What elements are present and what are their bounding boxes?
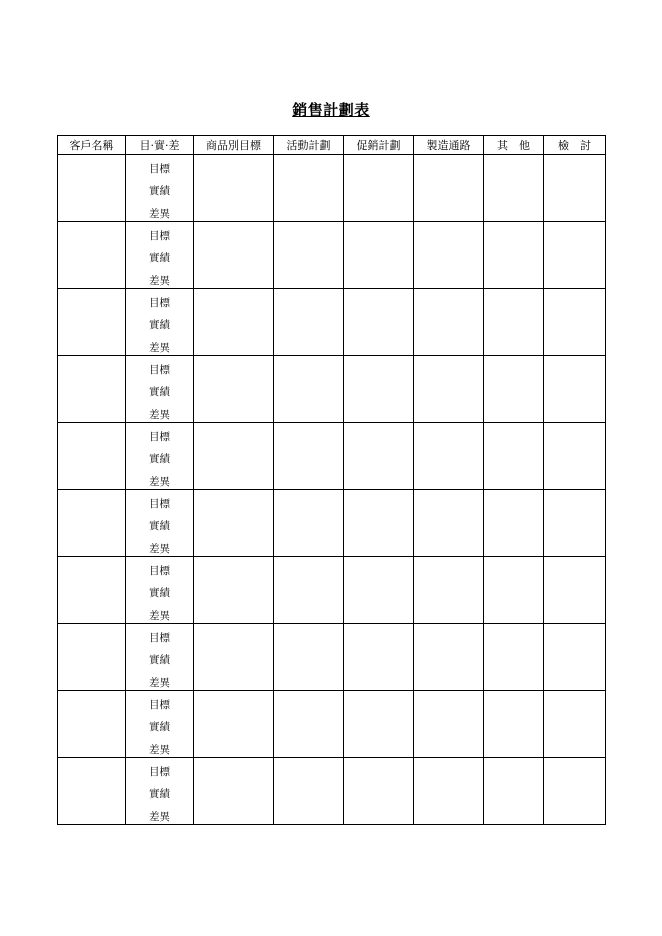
- metric-cell: [126, 490, 194, 557]
- table-row: [58, 423, 606, 490]
- other-cell[interactable]: [484, 289, 544, 356]
- page-title: 銷售計劃表: [292, 101, 370, 119]
- product-target-cell[interactable]: [194, 222, 274, 289]
- metric-cell: [126, 155, 194, 222]
- activity-plan-cell[interactable]: [274, 222, 344, 289]
- promotion-plan-cell[interactable]: [344, 356, 414, 423]
- col-header-review: 檢 討: [544, 136, 606, 155]
- review-cell[interactable]: [544, 557, 606, 624]
- col-header-product-target: 商品別目標: [194, 136, 274, 155]
- product-target-cell[interactable]: [194, 490, 274, 557]
- metric-cell: [126, 222, 194, 289]
- channel-cell[interactable]: [414, 624, 484, 691]
- col-header-other: 其 他: [484, 136, 544, 155]
- customer-name-cell[interactable]: [58, 490, 126, 557]
- table-body: [58, 155, 606, 825]
- review-cell[interactable]: [544, 289, 606, 356]
- metric-label: 實績: [149, 587, 170, 599]
- table-row: [58, 289, 606, 356]
- col-header-promotion-plan: 促銷計劃: [344, 136, 414, 155]
- metric-label: 目標: [149, 766, 170, 778]
- review-cell[interactable]: [544, 624, 606, 691]
- other-cell[interactable]: [484, 222, 544, 289]
- customer-name-cell[interactable]: [58, 624, 126, 691]
- customer-name-cell[interactable]: [58, 557, 126, 624]
- other-cell[interactable]: [484, 356, 544, 423]
- metric-label: 實績: [149, 520, 170, 532]
- review-cell[interactable]: [544, 222, 606, 289]
- metric-cell: [126, 691, 194, 758]
- metric-label: 差異: [149, 543, 170, 555]
- channel-cell[interactable]: [414, 691, 484, 758]
- product-target-cell[interactable]: [194, 289, 274, 356]
- product-target-cell[interactable]: [194, 423, 274, 490]
- other-cell[interactable]: [484, 624, 544, 691]
- metric-label: 實績: [149, 654, 170, 666]
- metric-cell: [126, 356, 194, 423]
- table-row: [58, 691, 606, 758]
- metric-label: 實績: [149, 319, 170, 331]
- table-row: [58, 490, 606, 557]
- product-target-cell[interactable]: [194, 155, 274, 222]
- metric-label: 差異: [149, 342, 170, 354]
- table-row: [58, 758, 606, 825]
- metric-label: 目標: [149, 364, 170, 376]
- channel-cell[interactable]: [414, 356, 484, 423]
- channel-cell[interactable]: [414, 557, 484, 624]
- review-cell[interactable]: [544, 155, 606, 222]
- metric-label: 差異: [149, 275, 170, 287]
- promotion-plan-cell[interactable]: [344, 758, 414, 825]
- metric-label: 目標: [149, 699, 170, 711]
- activity-plan-cell[interactable]: [274, 758, 344, 825]
- table-row: [58, 155, 606, 222]
- review-cell[interactable]: [544, 356, 606, 423]
- other-cell[interactable]: [484, 691, 544, 758]
- metric-label: 實績: [149, 788, 170, 800]
- activity-plan-cell[interactable]: [274, 289, 344, 356]
- activity-plan-cell[interactable]: [274, 155, 344, 222]
- metric-label: 目標: [149, 498, 170, 510]
- metric-label: 差異: [149, 610, 170, 622]
- channel-cell[interactable]: [414, 155, 484, 222]
- promotion-plan-cell[interactable]: [344, 557, 414, 624]
- customer-name-cell[interactable]: [58, 289, 126, 356]
- activity-plan-cell[interactable]: [274, 356, 344, 423]
- product-target-cell[interactable]: [194, 624, 274, 691]
- table-row: [58, 356, 606, 423]
- activity-plan-cell[interactable]: [274, 423, 344, 490]
- channel-cell[interactable]: [414, 423, 484, 490]
- col-header-activity-plan: 活動計劃: [274, 136, 344, 155]
- other-cell[interactable]: [484, 155, 544, 222]
- metric-label: 目標: [149, 431, 170, 443]
- review-cell[interactable]: [544, 423, 606, 490]
- activity-plan-cell[interactable]: [274, 490, 344, 557]
- promotion-plan-cell[interactable]: [344, 155, 414, 222]
- other-cell[interactable]: [484, 557, 544, 624]
- metric-label: 差異: [149, 409, 170, 421]
- customer-name-cell[interactable]: [58, 691, 126, 758]
- product-target-cell[interactable]: [194, 557, 274, 624]
- table-row: [58, 222, 606, 289]
- metric-label: 目標: [149, 297, 170, 309]
- customer-name-cell[interactable]: [58, 155, 126, 222]
- metric-label: 實績: [149, 453, 170, 465]
- metric-label: 目標: [149, 230, 170, 242]
- other-cell[interactable]: [484, 490, 544, 557]
- customer-name-cell[interactable]: [58, 758, 126, 825]
- metric-label: 差異: [149, 811, 170, 823]
- metric-cell: [126, 758, 194, 825]
- channel-cell[interactable]: [414, 758, 484, 825]
- activity-plan-cell[interactable]: [274, 624, 344, 691]
- col-header-channel: 製造通路: [414, 136, 484, 155]
- metric-label: 差異: [149, 744, 170, 756]
- promotion-plan-cell[interactable]: [344, 222, 414, 289]
- metric-cell: [126, 557, 194, 624]
- table-row: [58, 624, 606, 691]
- customer-name-cell[interactable]: [58, 423, 126, 490]
- promotion-plan-cell[interactable]: [344, 423, 414, 490]
- channel-cell[interactable]: [414, 222, 484, 289]
- channel-cell[interactable]: [414, 289, 484, 356]
- metric-label: 實績: [149, 721, 170, 733]
- customer-name-cell[interactable]: [58, 356, 126, 423]
- channel-cell[interactable]: [414, 490, 484, 557]
- activity-plan-cell[interactable]: [274, 691, 344, 758]
- metric-label: 差異: [149, 208, 170, 220]
- review-cell[interactable]: [544, 490, 606, 557]
- metric-label: 差異: [149, 476, 170, 488]
- other-cell[interactable]: [484, 758, 544, 825]
- review-cell[interactable]: [544, 758, 606, 825]
- table-row: [58, 557, 606, 624]
- metric-label: 目標: [149, 632, 170, 644]
- customer-name-cell[interactable]: [58, 222, 126, 289]
- metric-cell: [126, 624, 194, 691]
- product-target-cell[interactable]: [194, 758, 274, 825]
- product-target-cell[interactable]: [194, 356, 274, 423]
- metric-label: 實績: [149, 185, 170, 197]
- metric-cell: [126, 423, 194, 490]
- product-target-cell[interactable]: [194, 691, 274, 758]
- sales-plan-table: [57, 135, 606, 825]
- promotion-plan-cell[interactable]: [344, 691, 414, 758]
- header-row: [58, 136, 606, 155]
- other-cell[interactable]: [484, 423, 544, 490]
- promotion-plan-cell[interactable]: [344, 289, 414, 356]
- metric-label: 差異: [149, 677, 170, 689]
- review-cell[interactable]: [544, 691, 606, 758]
- metric-label: 實績: [149, 252, 170, 264]
- promotion-plan-cell[interactable]: [344, 490, 414, 557]
- metric-cell: [126, 289, 194, 356]
- metric-label: 目標: [149, 163, 170, 175]
- col-header-customer-name: 客戶名稱: [58, 136, 126, 155]
- promotion-plan-cell[interactable]: [344, 624, 414, 691]
- metric-label: 實績: [149, 386, 170, 398]
- col-header-target-actual-diff: 目·實·差: [126, 136, 194, 155]
- metric-label: 目標: [149, 565, 170, 577]
- activity-plan-cell[interactable]: [274, 557, 344, 624]
